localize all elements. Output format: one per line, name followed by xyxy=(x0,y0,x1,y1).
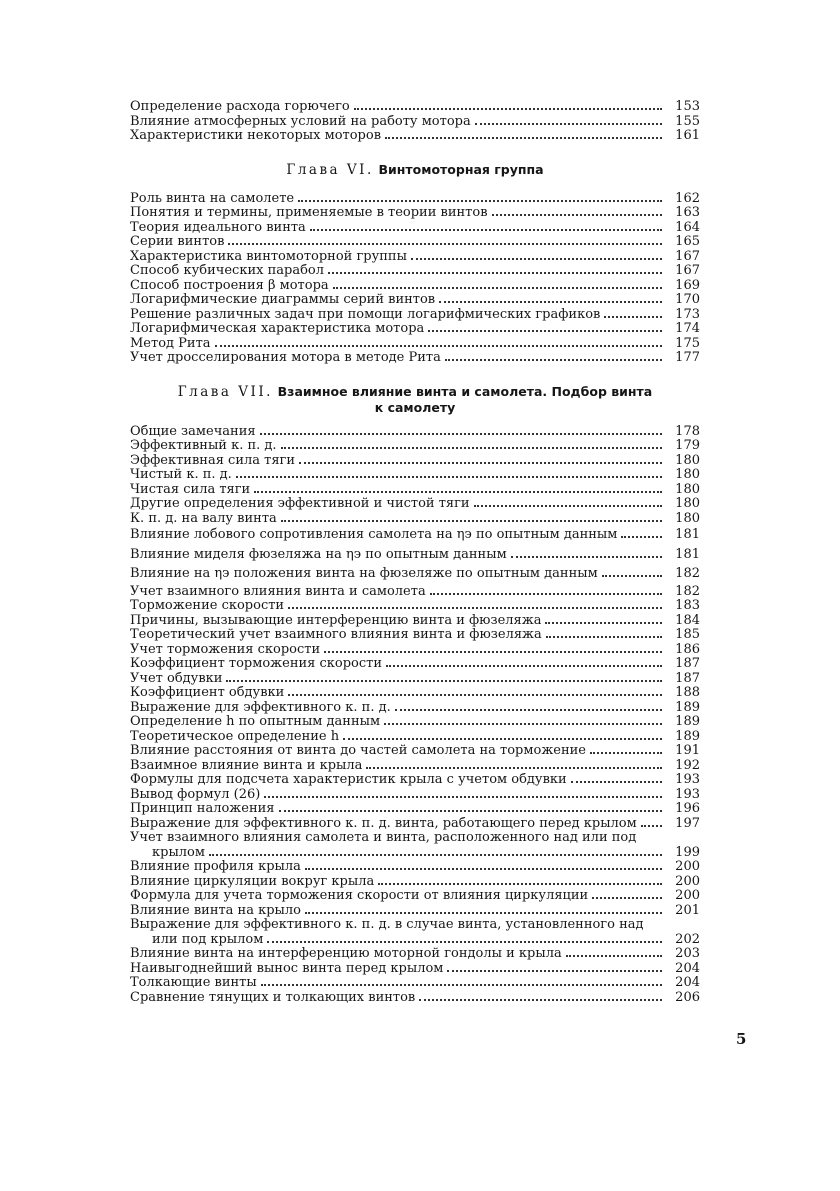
toc-entry: Учет дросселирования мотора в методе Рита 177 xyxy=(130,350,700,365)
toc-entry: Учет взаимного влияния винта и самолета 182 xyxy=(130,583,700,599)
chapter-7-title-line2: к самолету xyxy=(374,399,456,415)
toc-entry: Влияние миделя фюзеляжа на ηэ по опытным данным 181 xyxy=(130,546,700,562)
toc-entry: крылом 199 xyxy=(152,844,700,860)
toc-entry: Способ кубических парабол 167 xyxy=(130,263,700,278)
toc-entry: Взаимное влияние винта и крыла 192 xyxy=(130,757,700,773)
chapter-6-heading xyxy=(130,162,700,178)
toc-entry: Торможение скорости 183 xyxy=(130,598,700,614)
page-number: 5 xyxy=(736,1030,747,1048)
toc-entry: Коэффициент обдувки 188 xyxy=(130,685,700,701)
toc-entry: К. п. д. на валу винта 180 xyxy=(130,510,700,526)
toc-entry: Учет обдувки 187 xyxy=(130,670,700,686)
toc-entry: Выражение для эффективного к. п. д. винта, работающего перед крылом 197 xyxy=(130,815,700,831)
toc-entry-continued: Выражение для эффективного к. п. д. в случае винта, установленного над xyxy=(130,918,644,932)
toc-chapter-6 xyxy=(130,192,700,366)
toc-entry: Теория идеального винта 164 xyxy=(130,219,700,235)
toc-entry: Чистый к. п. д. 180 xyxy=(130,467,700,482)
toc-chapter-7 xyxy=(130,425,700,1006)
toc-entry: Толкающие винты 204 xyxy=(130,975,700,991)
toc-entry: Общие замечания 178 xyxy=(130,423,700,439)
toc-entry: Логарифмическая характеристика мотора 174 xyxy=(130,321,700,336)
toc-entry: Влияние профиля крыла 200 xyxy=(130,859,700,875)
toc-entry: Серии винтов 165 xyxy=(130,234,700,249)
toc-entry: Эффективный к. п. д. 179 xyxy=(130,438,700,453)
toc-entry: Формула для учета торможения скорости от влияния циркуляции 200 xyxy=(130,888,700,904)
toc-entry: Чистая сила тяги 180 xyxy=(130,481,700,497)
toc-entry: Роль винта на самолете 162 xyxy=(130,190,700,206)
toc-entry: или под крылом 202 xyxy=(152,931,700,947)
chapter-6-title: Винтомоторная группа xyxy=(378,161,544,177)
toc-entry: Принцип наложения 196 xyxy=(130,801,700,817)
toc-entry-continued: Учет взаимного влияния самолета и винта, расположенного над или под xyxy=(130,831,637,845)
toc-entry: Эффективная сила тяги 180 xyxy=(130,452,700,468)
toc-entry: Влияние винта на интерференцию моторной гондолы и крыла 203 xyxy=(130,946,700,962)
toc-top-section xyxy=(130,100,700,144)
toc-entry: Выражение для эффективного к. п. д. 189 xyxy=(130,699,700,715)
toc-entry: Теоретический учет взаимного влияния винта и фюзеляжа 185 xyxy=(130,627,700,643)
toc-entry: Определение расхода горючего 153 xyxy=(130,99,700,114)
toc-entry: Теоретическое определение h 189 xyxy=(130,728,700,744)
toc-entry: Учет торможения скорости 186 xyxy=(130,641,700,657)
toc-entry: Способ построения β мотора 169 xyxy=(130,277,700,293)
toc-entry: Формулы для подсчета характеристик крыла с учетом обдувки 193 xyxy=(130,772,700,788)
chapter-7-label: Глава VII. xyxy=(177,383,273,400)
toc-entry: Влияние расстояния от винта до частей самолета на торможение 191 xyxy=(130,743,700,759)
toc-entry: Причины, вызывающие интерференцию винта и фюзеляжа 184 xyxy=(130,612,700,628)
toc-entry: Влияние циркуляции вокруг крыла 200 xyxy=(130,873,700,889)
toc-entry: Характеристики некоторых моторов 161 xyxy=(130,128,700,143)
toc-entry: Наивыгоднейший вынос винта перед крылом 204 xyxy=(130,960,700,976)
toc-entry: Влияние на ηэ положения винта на фюзеляже по опытным данным 182 xyxy=(130,566,700,582)
chapter-6-label: Глава VI. xyxy=(286,161,374,178)
toc-entry: Влияние атмосферных условий на работу мотора 155 xyxy=(130,113,700,129)
toc-entry: Метод Рита 175 xyxy=(130,335,700,351)
toc-entry: Другие определения эффективной и чистой тяги 180 xyxy=(130,496,700,511)
toc-entry: Влияние винта на крыло 201 xyxy=(130,902,700,918)
chapter-7-title-line1: Взаимное влияние винта и самолета. Подбор винта xyxy=(277,383,653,399)
chapter-7-heading xyxy=(130,384,700,415)
toc-entry: Решение различных задач при помощи логарифмических графиков 173 xyxy=(130,306,700,322)
toc-entry: Определение h по опытным данным 189 xyxy=(130,714,700,730)
toc-entry: Коэффициент торможения скорости 187 xyxy=(130,656,700,672)
toc-entry: Сравнение тянущих и толкающих винтов 206 xyxy=(130,989,700,1005)
table-of-contents xyxy=(130,100,700,1005)
toc-entry: Влияние лобового сопротивления самолета на ηэ по опытным данным 181 xyxy=(130,527,700,542)
toc-entry: Логарифмические диаграммы серий винтов 170 xyxy=(130,292,700,307)
toc-entry: Характеристика винтомоторной группы 167 xyxy=(130,248,700,264)
toc-entry: Вывод формул (26) 193 xyxy=(130,786,700,802)
toc-entry: Понятия и термины, применяемые в теории винтов 163 xyxy=(130,205,700,220)
